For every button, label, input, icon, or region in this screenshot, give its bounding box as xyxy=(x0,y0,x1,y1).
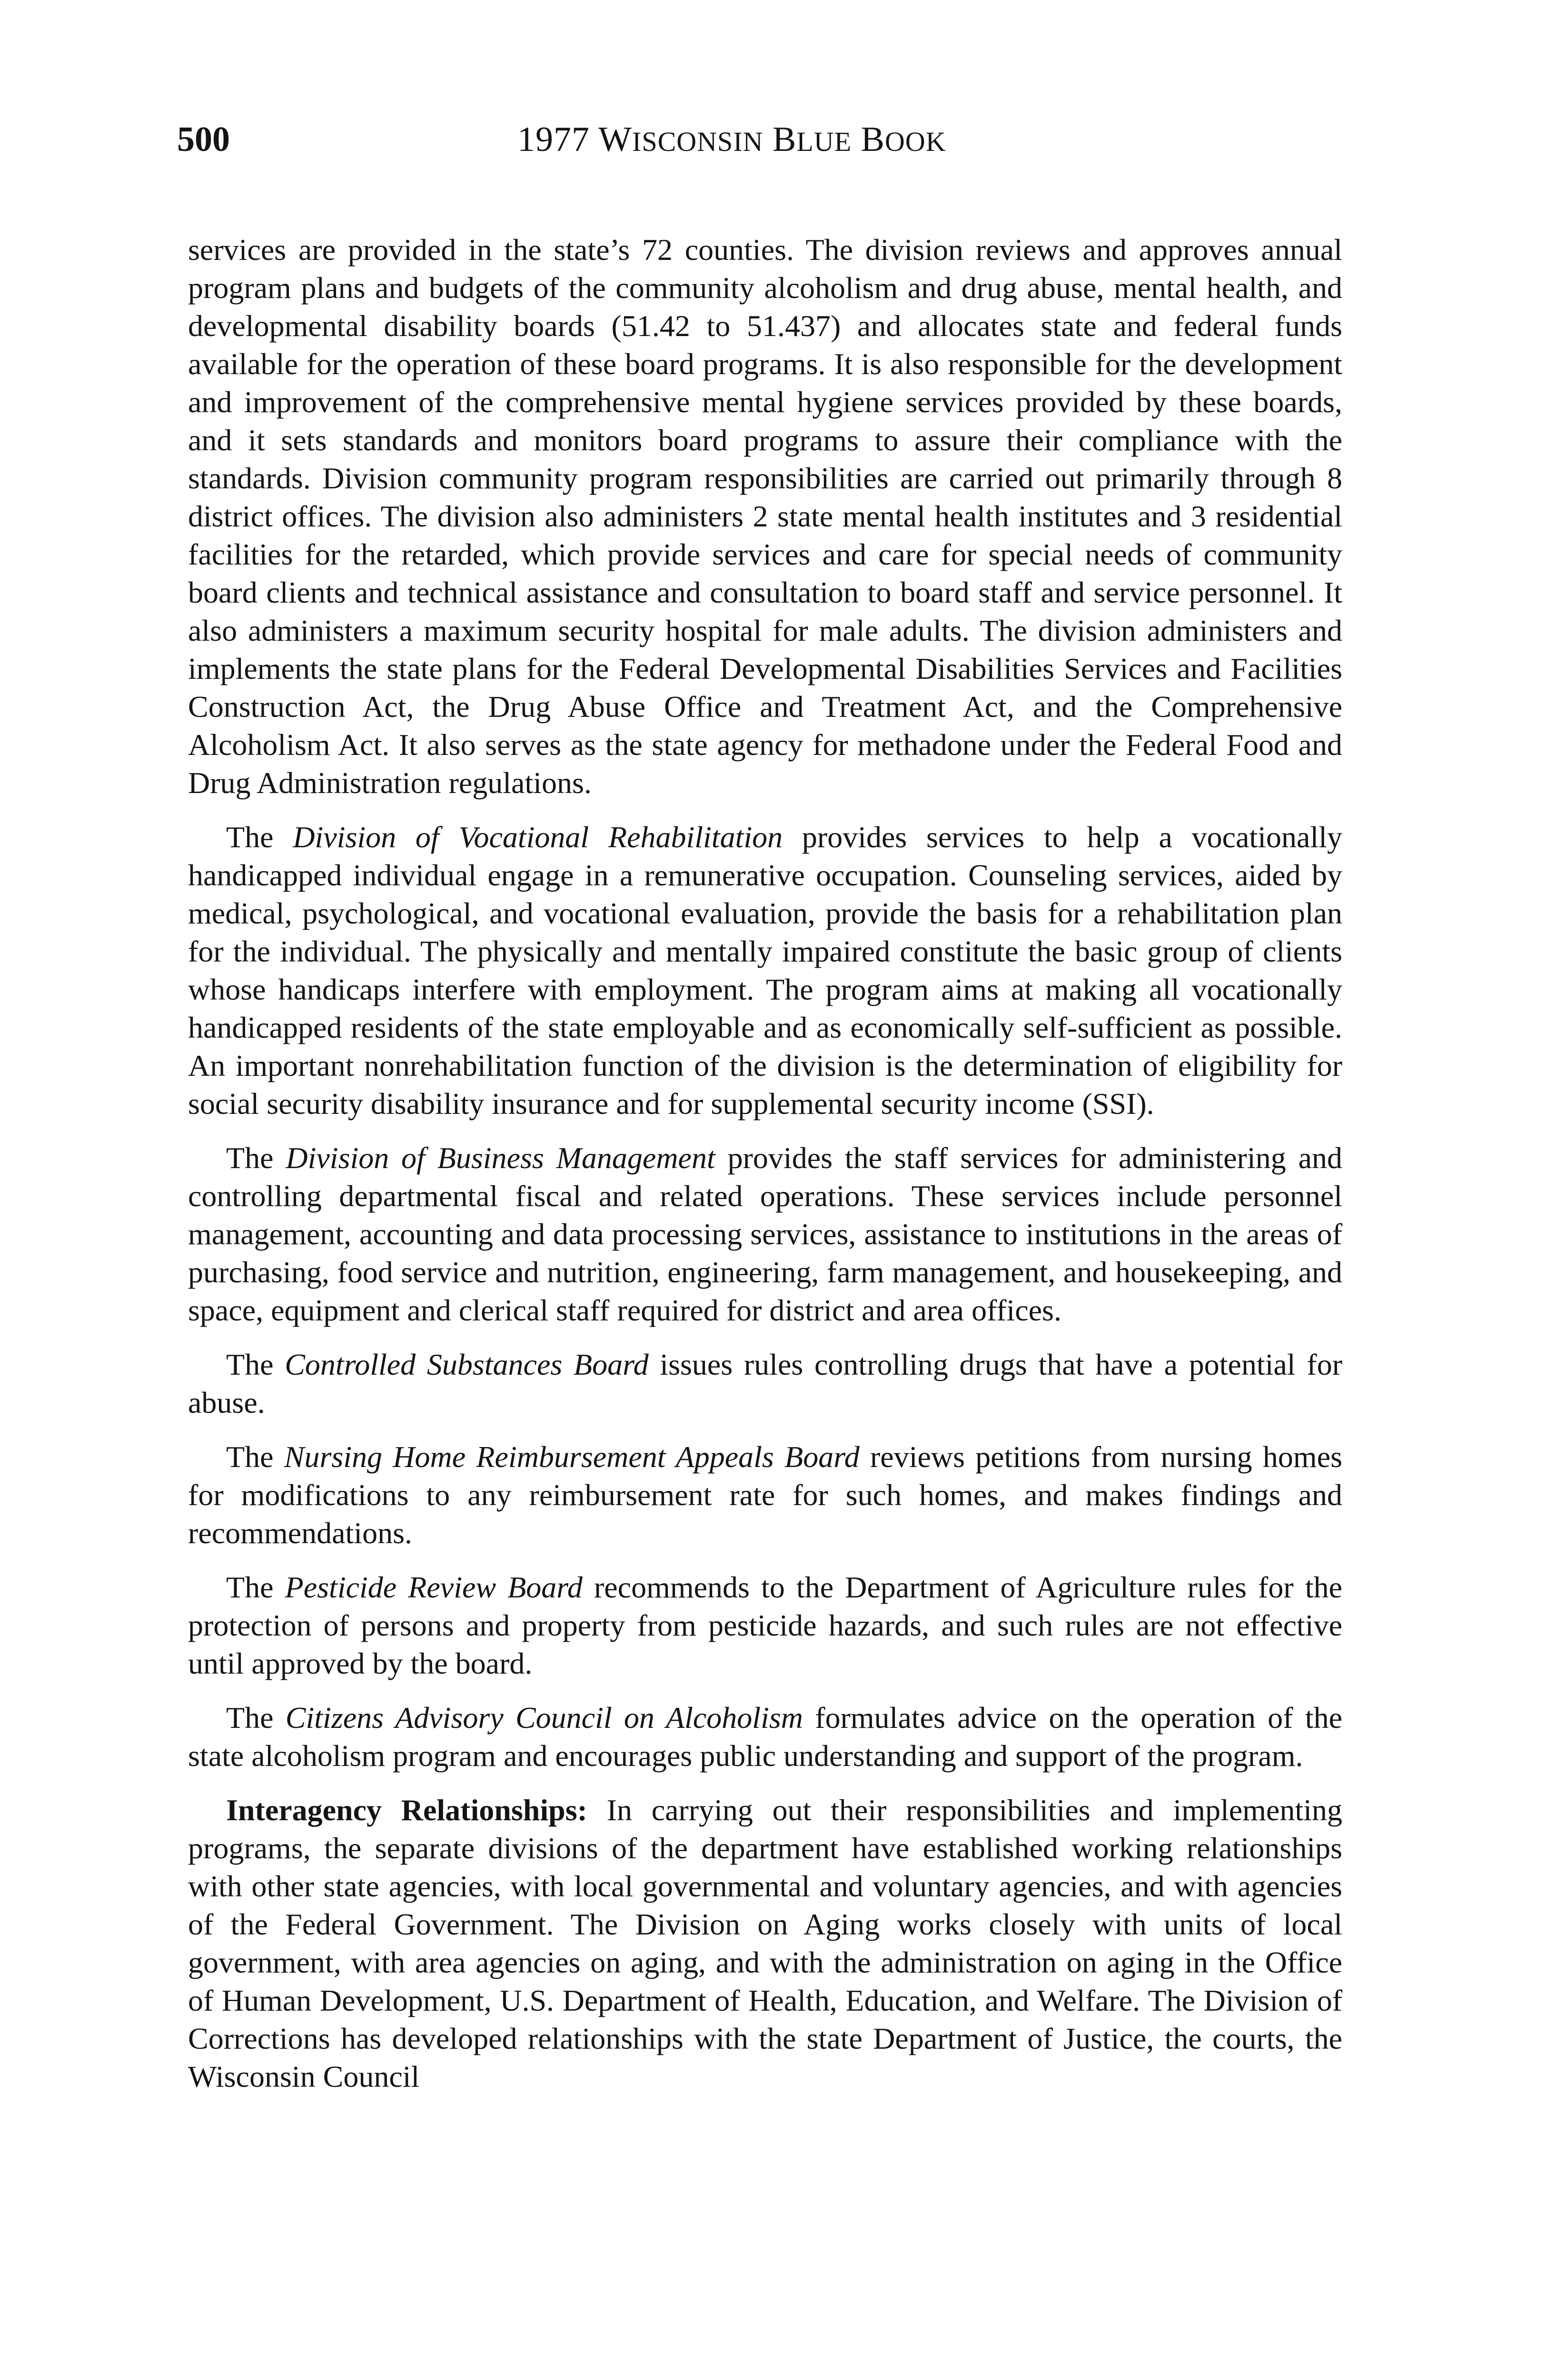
nursing-home-appeals-board-term: Nursing Home Reimbursement Appeals Board xyxy=(284,1440,860,1474)
p5-text: reviews petitions from nursing homes for modifications to any reimbursement rate for such homes, and makes findings and recommendations. xyxy=(188,1440,1343,1550)
page-header xyxy=(177,118,1348,170)
pesticide-review-board-term: Pesticide Review Board xyxy=(285,1570,583,1604)
division-business-management-term: Division of Business Management xyxy=(286,1141,715,1175)
paragraph-vocational-rehabilitation xyxy=(188,818,1342,1123)
controlled-substances-board-term: Controlled Substances Board xyxy=(285,1348,649,1381)
p6-text: recommends to the Department of Agriculture rules for the protection of persons and property from pesticide hazards, and such rules are not effective until approved by the board. xyxy=(188,1570,1343,1680)
title-ook: OOK xyxy=(885,126,946,157)
title-isconsin: ISCONSIN xyxy=(632,126,763,157)
p4-text: issues rules controlling drugs that have a potential for abuse. xyxy=(188,1348,1343,1419)
title-w: W xyxy=(598,120,633,159)
p3-text: provides the staff services for administering and controlling departmental fiscal and related operations. These services include personnel management, accounting and data processing services, assistance to institutions in the areas of purchasing, food service and nutrition, engineering, farm management, and housekeeping, and space, equipment and clerical staff required for district and area offices. xyxy=(188,1141,1343,1327)
page-number: 500 xyxy=(177,120,230,159)
body-text xyxy=(188,231,1342,2112)
paragraph-business-management xyxy=(188,1139,1342,1329)
title-b: B xyxy=(773,120,797,159)
p2-lead: The xyxy=(226,820,293,854)
p6-lead: The xyxy=(226,1570,285,1604)
paragraph-controlled-substances xyxy=(188,1346,1342,1422)
p5-lead: The xyxy=(226,1440,284,1474)
paragraph-nursing-home-appeals xyxy=(188,1438,1342,1552)
p4-lead: The xyxy=(226,1348,285,1381)
p7-lead: The xyxy=(226,1701,286,1735)
title-b2: B xyxy=(861,120,885,159)
p7-text: formulates advice on the operation of the state alcoholism program and encourages public understanding and support of the program. xyxy=(188,1701,1342,1773)
p8-text: In carrying out their responsibilities and implementing programs, the separate divisions of the department have established working relationships with other state agencies, with local governmental and voluntary agencies, and with agencies of the Federal Government. The Division on Aging works closely with units of local government, with area agencies on aging, and with the administration on aging in the Office of Human Development, U.S. Department of Health, Education, and Welfare. The Division of Corrections has developed relationships with the state Department of Justice, the courts, the Wisconsin Council xyxy=(188,1793,1342,2093)
interagency-relationships-heading: Interagency Relationships: xyxy=(226,1793,587,1827)
running-title xyxy=(517,118,946,163)
paragraph-mental-hygiene-continued: services are provided in the state’s 72 counties. The division reviews and approves annual program plans and budgets of the community alcoholism and drug abuse, mental health, and developmental disability boards (51.42 to 51.437) and allocates state and federal funds available for the operation of these board programs. It is also responsible for the development and improvement of the comprehensive mental hygiene services provided by these boards, and it sets standards and monitors board programs to assure their compliance with the standards. Division community program responsibilities are carried out primarily through 8 district offices. The division also administers 2 state mental health institutes and 3 residential facilities for the retarded, which provide services and care for special needs of community board clients and technical assistance and consultation to board staff and service personnel. It also administers a maximum security hospital for male adults. The division administers and implements the state plans for the Federal Developmental Disabilities Services and Facilities Construction Act, the Drug Abuse Office and Treatment Act, and the Comprehensive Alcoholism Act. It also serves as the state agency for methadone under the Federal Food and Drug Administration regulations. xyxy=(188,233,1342,800)
paragraph-citizens-advisory-council xyxy=(188,1699,1342,1775)
p3-lead: The xyxy=(226,1141,286,1175)
p2-text: provides services to help a vocationally handicapped individual engage in a remunerative occupation. Counseling services, aided by medical, psychological, and vocational evaluation, provide the basis for a rehabilitation plan for the individual. The physically and mentally impaired constitute the basic group of clients whose handicaps interfere with employment. The program aims at making all vocationally handicapped residents of the state employable and as economically self-sufficient as possible. An important nonrehabilitation function of the division is the determination of eligibility for social security disability insurance and for supplemental security income (SSI). xyxy=(188,820,1342,1121)
paragraph-interagency-relationships xyxy=(188,1791,1342,2096)
title-lue: LUE xyxy=(796,126,852,157)
paragraph-pesticide-review xyxy=(188,1568,1342,1683)
title-year: 1977 xyxy=(517,120,590,159)
citizens-advisory-council-term: Citizens Advisory Council on Alcoholism xyxy=(285,1701,803,1735)
division-vocational-rehabilitation-term: Division of Vocational Rehabilitation xyxy=(293,820,783,854)
